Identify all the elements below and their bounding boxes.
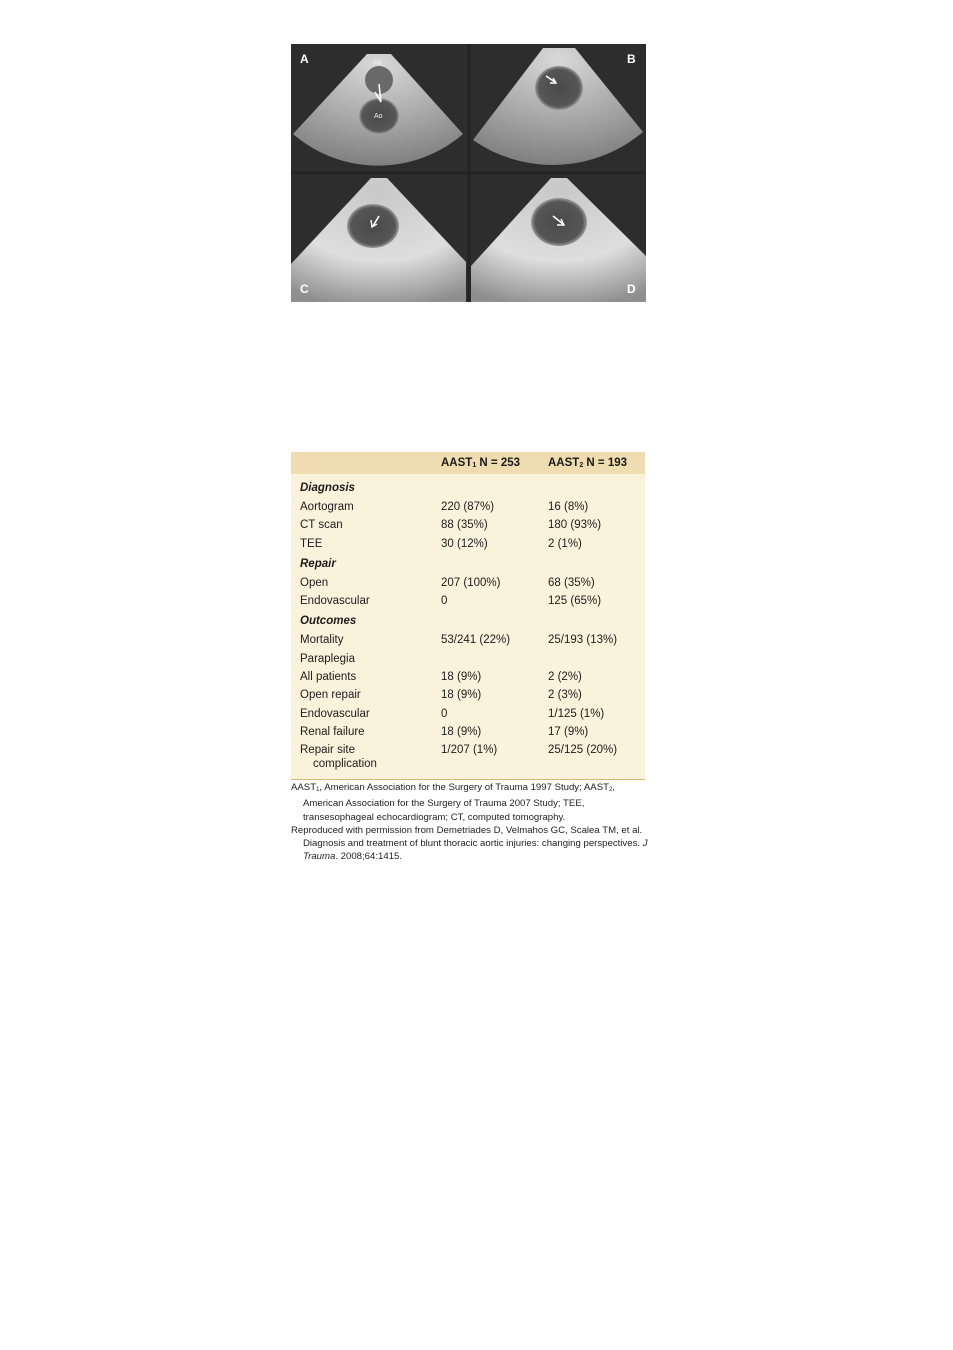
section-heading: Outcomes — [300, 615, 357, 628]
header-aast2-prefix: AAST — [548, 457, 580, 469]
value-aast2: 17 (9%) — [548, 725, 589, 738]
value-aast2: 2 (1%) — [548, 537, 582, 550]
row-label-line2: complication — [313, 758, 377, 771]
row-label: TEE — [300, 537, 323, 550]
panel-c-letter: C — [300, 282, 309, 296]
row-label: All patients — [300, 671, 357, 684]
abbr-sub-a: 1 — [316, 787, 320, 793]
value-aast2: 180 (93%) — [548, 519, 602, 532]
row-label: Endovascular — [300, 595, 370, 608]
value-aast2: 125 (65%) — [548, 595, 602, 608]
section-row — [291, 610, 645, 631]
value-aast1: 207 (100%) — [441, 576, 501, 589]
row-label: Paraplegia — [300, 652, 355, 665]
table-row — [291, 686, 645, 704]
section-row — [291, 553, 645, 574]
value-aast1: 0 — [441, 707, 448, 720]
section-row — [291, 477, 645, 498]
abbr-part-b: , American Association for the Surgery of Trauma 1997 Study; AAST — [319, 782, 609, 793]
value-aast1: 18 (9%) — [441, 671, 482, 684]
row-label — [300, 743, 377, 771]
data-table — [291, 452, 645, 780]
value-aast2: 25/193 (13%) — [548, 634, 618, 647]
row-label: CT scan — [300, 519, 343, 532]
abbreviations-note — [291, 781, 651, 824]
ultrasound-panels — [291, 44, 646, 302]
row-label: Open repair — [300, 689, 361, 702]
value-aast2: 2 (2%) — [548, 671, 582, 684]
table-row — [291, 574, 645, 592]
citation-note — [291, 824, 651, 864]
table-header — [291, 452, 645, 474]
table-row — [291, 535, 645, 553]
value-aast2: 1/125 (1%) — [548, 707, 605, 720]
value-aast1: 220 (87%) — [441, 501, 495, 513]
row-label-line1: Repair site — [300, 744, 355, 757]
row-label: Aortogram — [300, 501, 354, 513]
table-row — [291, 498, 645, 516]
table-row — [291, 516, 645, 534]
section-heading: Diagnosis — [300, 482, 355, 494]
value-aast2: 2 (3%) — [548, 689, 582, 702]
abbr-part-a: AAST — [291, 782, 317, 793]
panel-a-letter: A — [300, 52, 309, 66]
row-label: Endovascular — [300, 707, 370, 720]
value-aast1: 30 (12%) — [441, 537, 488, 550]
label-ao: Ao — [374, 113, 383, 120]
header-aast1 — [441, 457, 520, 469]
header-aast1-suffix: N = 253 — [476, 457, 521, 469]
value-aast2: 25/125 (20%) — [548, 744, 618, 757]
value-aast1: 0 — [441, 595, 448, 608]
header-aast2-suffix: N = 193 — [583, 457, 628, 469]
row-label: Renal failure — [300, 725, 365, 738]
citation-part-a: Reproduced with permission from Demetriades D, Velmahos GC, Scalea TM, et al. Diagnosis and treatment of blunt thoracic aortic injuries: changing perspectives. — [291, 824, 643, 850]
abbr-part-c: , American Association for the Surgery of Trauma 2007 Study; TEE, transesophageal echocardiogram; CT, computed tomography. — [303, 782, 615, 823]
header-aast1-sub: 1 — [472, 462, 477, 469]
table-footnotes — [291, 781, 651, 864]
header-aast2 — [548, 457, 627, 469]
value-aast1: 88 (35%) — [441, 519, 488, 532]
table-row — [291, 592, 645, 610]
abbr-sub-b: 2 — [608, 787, 613, 793]
value-aast1: 18 (9%) — [441, 725, 482, 738]
panel-d-letter: D — [627, 282, 636, 296]
section-heading: Repair — [300, 557, 336, 570]
row-label: Mortality — [300, 634, 344, 647]
row-label: Open — [300, 576, 329, 589]
value-aast1: 1/207 (1%) — [441, 744, 498, 757]
citation-journal: J Trauma — [303, 838, 648, 863]
table-row — [291, 741, 645, 771]
value-aast1: 18 (9%) — [441, 689, 482, 702]
citation-part-b: . 2008;64:1415. — [335, 851, 403, 863]
table-row — [291, 631, 645, 649]
label-fa: FA — [373, 60, 382, 67]
table-row — [291, 705, 645, 723]
value-aast1: 53/241 (22%) — [441, 634, 511, 647]
table-row — [291, 668, 645, 686]
table-row — [291, 650, 645, 668]
table-body — [291, 474, 645, 779]
table-row — [291, 723, 645, 741]
value-aast2: 16 (8%) — [548, 501, 589, 513]
panel-b-letter: B — [627, 52, 636, 66]
header-aast2-sub: 2 — [579, 462, 584, 469]
header-aast1-prefix: AAST — [441, 457, 473, 469]
value-aast2: 68 (35%) — [548, 576, 595, 589]
ultrasound-figure — [291, 44, 646, 302]
